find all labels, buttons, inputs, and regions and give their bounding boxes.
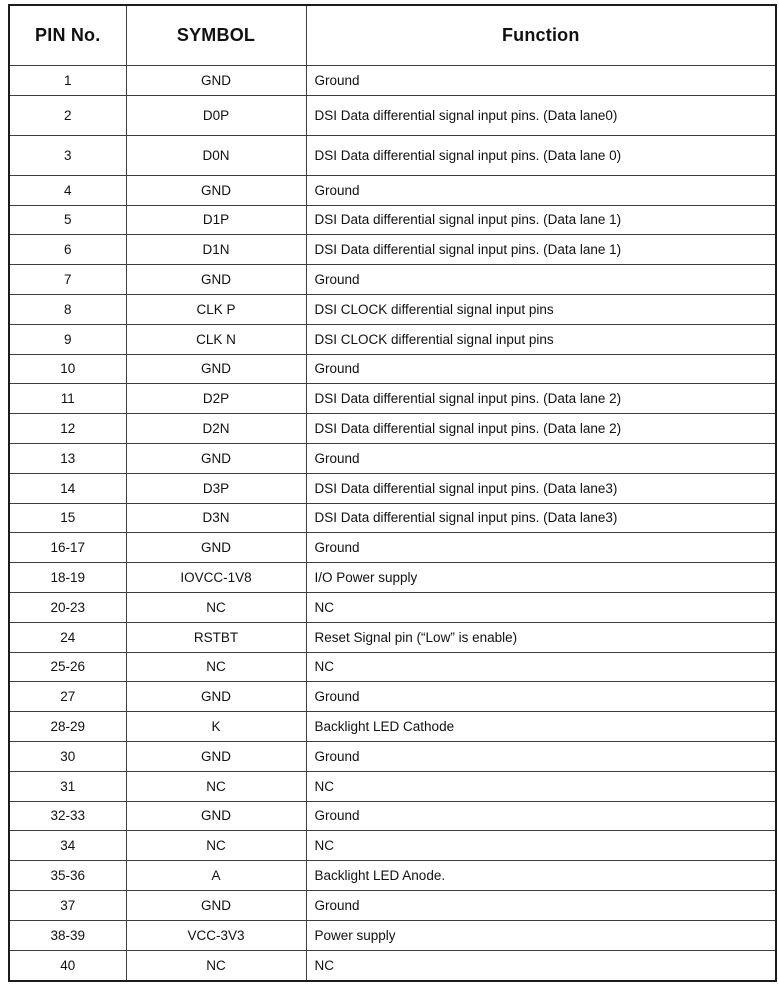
- table-row: [9, 861, 776, 891]
- table-row: [9, 265, 776, 295]
- symbol-cell: GND: [126, 66, 306, 96]
- pin-cell: 20-23: [9, 592, 126, 622]
- function-cell: Ground: [306, 66, 776, 96]
- table-row: [9, 95, 776, 135]
- table-body: [9, 66, 776, 982]
- function-cell: Ground: [306, 354, 776, 384]
- pin-cell: 9: [9, 324, 126, 354]
- pin-cell: 32-33: [9, 801, 126, 831]
- table-row: [9, 235, 776, 265]
- table-row: [9, 205, 776, 235]
- symbol-cell: RSTBT: [126, 622, 306, 652]
- table-row: [9, 354, 776, 384]
- table-row: [9, 652, 776, 682]
- pin-cell: 7: [9, 265, 126, 295]
- table-row: [9, 801, 776, 831]
- function-cell: Ground: [306, 533, 776, 563]
- symbol-cell: D3P: [126, 473, 306, 503]
- column-header-pin-no: PIN No.: [9, 5, 126, 66]
- function-cell: NC: [306, 652, 776, 682]
- pin-cell: 24: [9, 622, 126, 652]
- symbol-cell: D2P: [126, 384, 306, 414]
- symbol-cell: GND: [126, 354, 306, 384]
- header-row: [9, 5, 776, 66]
- function-cell: Ground: [306, 175, 776, 205]
- table-row: [9, 294, 776, 324]
- pin-cell: 13: [9, 443, 126, 473]
- pin-cell: 37: [9, 890, 126, 920]
- function-cell: Backlight LED Cathode: [306, 712, 776, 742]
- function-cell: Ground: [306, 265, 776, 295]
- pin-cell: 31: [9, 771, 126, 801]
- table-row: [9, 771, 776, 801]
- pin-cell: 11: [9, 384, 126, 414]
- symbol-cell: CLK P: [126, 294, 306, 324]
- table-row: [9, 920, 776, 950]
- function-cell: I/O Power supply: [306, 563, 776, 593]
- function-cell: Power supply: [306, 920, 776, 950]
- table-row: [9, 135, 776, 175]
- column-header-function: Function: [306, 5, 776, 66]
- table-row: [9, 592, 776, 622]
- pin-cell: 34: [9, 831, 126, 861]
- symbol-cell: K: [126, 712, 306, 742]
- pin-cell: 16-17: [9, 533, 126, 563]
- function-cell: Ground: [306, 682, 776, 712]
- pin-cell: 8: [9, 294, 126, 324]
- pin-cell: 38-39: [9, 920, 126, 950]
- function-cell: DSI CLOCK differential signal input pins: [306, 324, 776, 354]
- pin-cell: 4: [9, 175, 126, 205]
- table-row: [9, 175, 776, 205]
- function-cell: Ground: [306, 741, 776, 771]
- function-cell: NC: [306, 592, 776, 622]
- function-cell: NC: [306, 831, 776, 861]
- pin-cell: 12: [9, 414, 126, 444]
- pin-cell: 5: [9, 205, 126, 235]
- pin-cell: 10: [9, 354, 126, 384]
- pin-cell: 1: [9, 66, 126, 96]
- table-row: [9, 831, 776, 861]
- function-cell: DSI Data differential signal input pins. (Data lane0): [306, 95, 776, 135]
- symbol-cell: D1P: [126, 205, 306, 235]
- pin-cell: 30: [9, 741, 126, 771]
- function-cell: DSI Data differential signal input pins. (Data lane 2): [306, 414, 776, 444]
- pin-cell: 40: [9, 950, 126, 981]
- symbol-cell: GND: [126, 801, 306, 831]
- column-header-symbol: SYMBOL: [126, 5, 306, 66]
- function-cell: NC: [306, 771, 776, 801]
- function-cell: Reset Signal pin (“Low” is enable): [306, 622, 776, 652]
- symbol-cell: D0P: [126, 95, 306, 135]
- table-row: [9, 414, 776, 444]
- pin-cell: 6: [9, 235, 126, 265]
- function-cell: NC: [306, 950, 776, 981]
- pin-cell: 3: [9, 135, 126, 175]
- function-cell: DSI CLOCK differential signal input pins: [306, 294, 776, 324]
- function-cell: DSI Data differential signal input pins. (Data lane 1): [306, 205, 776, 235]
- symbol-cell: VCC-3V3: [126, 920, 306, 950]
- symbol-cell: D3N: [126, 503, 306, 533]
- symbol-cell: CLK N: [126, 324, 306, 354]
- symbol-cell: NC: [126, 950, 306, 981]
- pin-cell: 27: [9, 682, 126, 712]
- function-cell: DSI Data differential signal input pins. (Data lane 0): [306, 135, 776, 175]
- symbol-cell: NC: [126, 592, 306, 622]
- symbol-cell: GND: [126, 265, 306, 295]
- pin-assignment-table: [8, 4, 777, 982]
- table-row: [9, 66, 776, 96]
- function-cell: Ground: [306, 801, 776, 831]
- table-row: [9, 443, 776, 473]
- symbol-cell: GND: [126, 890, 306, 920]
- pin-cell: 28-29: [9, 712, 126, 742]
- function-cell: DSI Data differential signal input pins. (Data lane3): [306, 503, 776, 533]
- symbol-cell: GND: [126, 443, 306, 473]
- table-row: [9, 533, 776, 563]
- pin-cell: 15: [9, 503, 126, 533]
- function-cell: Ground: [306, 443, 776, 473]
- symbol-cell: D0N: [126, 135, 306, 175]
- function-cell: DSI Data differential signal input pins. (Data lane 1): [306, 235, 776, 265]
- symbol-cell: A: [126, 861, 306, 891]
- function-cell: DSI Data differential signal input pins. (Data lane 2): [306, 384, 776, 414]
- table-row: [9, 324, 776, 354]
- table-row: [9, 622, 776, 652]
- symbol-cell: NC: [126, 831, 306, 861]
- table-row: [9, 890, 776, 920]
- symbol-cell: GND: [126, 741, 306, 771]
- table-row: [9, 473, 776, 503]
- symbol-cell: D1N: [126, 235, 306, 265]
- table-row: [9, 682, 776, 712]
- pin-cell: 35-36: [9, 861, 126, 891]
- function-cell: Ground: [306, 890, 776, 920]
- symbol-cell: GND: [126, 175, 306, 205]
- table-row: [9, 563, 776, 593]
- symbol-cell: IOVCC-1V8: [126, 563, 306, 593]
- symbol-cell: D2N: [126, 414, 306, 444]
- table-row: [9, 384, 776, 414]
- pin-cell: 2: [9, 95, 126, 135]
- table-row: [9, 741, 776, 771]
- function-cell: Backlight LED Anode.: [306, 861, 776, 891]
- function-cell: DSI Data differential signal input pins. (Data lane3): [306, 473, 776, 503]
- table-row: [9, 950, 776, 981]
- symbol-cell: NC: [126, 771, 306, 801]
- table-row: [9, 712, 776, 742]
- symbol-cell: GND: [126, 533, 306, 563]
- pin-cell: 18-19: [9, 563, 126, 593]
- table-row: [9, 503, 776, 533]
- pin-cell: 14: [9, 473, 126, 503]
- symbol-cell: NC: [126, 652, 306, 682]
- pin-cell: 25-26: [9, 652, 126, 682]
- symbol-cell: GND: [126, 682, 306, 712]
